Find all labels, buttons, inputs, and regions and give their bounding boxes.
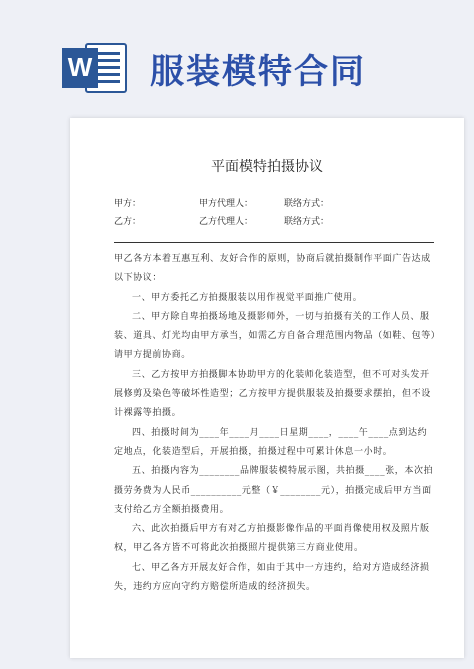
word-icon	[62, 40, 130, 96]
party-a-label: 甲方：	[114, 199, 142, 209]
party-b-contact-label: 联络方式：	[284, 217, 330, 227]
clause-3: 三、乙方按甲方拍摄脚本协助甲方的化装师化装造型，但不可对头发开展修剪及染色等破坏性造型；乙方按甲方提供服装及拍摄要求摆拍，但不设计裸露等拍摄。	[114, 369, 431, 419]
party-b-label: 乙方：	[114, 217, 142, 227]
document-title: 服装模特合同	[150, 52, 366, 92]
clause-6: 六、此次拍摄后甲方有对乙方拍摄影像作品的平面肖像使用权及照片版权，甲乙各方皆不可将此次拍摄照片提供第三方商业使用。	[114, 524, 430, 554]
header	[0, 0, 474, 120]
document-page	[70, 118, 464, 658]
clause-4: 四、拍摄时间为____年____月____日星期____，____午____点到达约定地点，化装造型后，开展拍摄，拍摄过程中可累计休息一小时。	[114, 427, 428, 457]
divider	[114, 242, 434, 243]
party-a-contact-label: 联络方式：	[284, 199, 330, 209]
agreement-body	[114, 250, 436, 597]
party-b-agent-label: 乙方代理人：	[199, 217, 254, 227]
clause-2: 二、甲方除自卑拍摄场地及摄影师外，一切与拍摄有关的工作人员、服装、道具、灯光均由甲方承当，如需乙方自备合理范围内物品（如鞋、包等）请甲方提前协商。	[114, 311, 436, 361]
party-a-agent-label: 甲方代理人：	[199, 199, 254, 209]
clause-1: 一、甲方委托乙方拍摄服装以用作视觉平面推广使用。	[132, 292, 363, 303]
clause-5: 五、拍摄内容为________品牌服装模特展示图，共拍摄____张，本次拍摄劳务费为人民币__________元整（￥________元），拍摄完成后甲方当面支付给乙方全额拍摄费用。	[114, 466, 434, 515]
preamble-paragraph: 甲乙各方本着互惠互利、友好合作的原则，协商后就拍摄制作平面广告达成以下协议：	[114, 254, 431, 284]
word-logo-letter: W	[67, 52, 93, 82]
clause-7: 七、甲乙各方开展友好合作，如由于其中一方违约，给对方造成经济损失，违约方应向守约方赔偿所造成的经济损失。	[114, 562, 430, 593]
agreement-title: 平面模特拍摄协议	[211, 159, 323, 175]
